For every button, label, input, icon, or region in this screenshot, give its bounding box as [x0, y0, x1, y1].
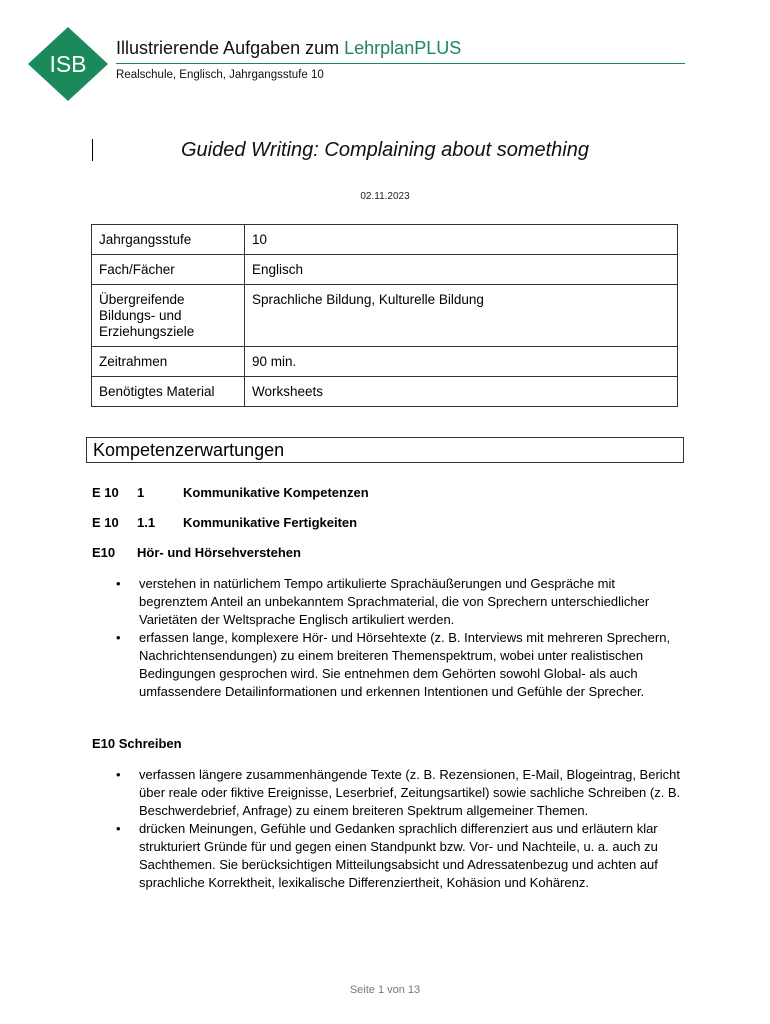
section-heading: Kompetenzerwartungen	[93, 440, 285, 460]
competency-number: 1.1	[137, 515, 156, 530]
metadata-table	[91, 224, 678, 407]
table-key: Zeitrahmen	[92, 347, 245, 377]
competency-number: 1	[137, 485, 145, 500]
competency-code: E 10	[92, 515, 119, 530]
list-item: • drücken Meinungen, Gefühle und Gedanken sprachlich differenziert aus und erläutern klar strukturiert Gründe für und gegen einen Standpunkt bzw. Vor- und Nachteile, u. a. auch zu Sachthemen. Sie berücksichtigen Mitteilungsabsicht und Adressatenbezug und achten auf sprachliche Korrektheit, lexikalische Differenziertheit, Kohäsion und Kohärenz.	[92, 820, 682, 892]
isb-logo	[27, 26, 109, 102]
header-rule	[116, 63, 685, 64]
list-item: • erfassen lange, komplexere Hör- und Hörsehtexte (z. B. Interviews mit mehreren Sprechern, Nachrichtensendungen) zu einem breiteren Themenspektrum, wobei unter realistischen Bedingungen gesprochen wird. Sie entnehmen dem Gehörten sowohl Global- als auch umfassendere Detailinformationen und erkennen Intentionen und Gefühle der Sprecher.	[92, 629, 682, 701]
table-value: Worksheets	[245, 377, 678, 407]
table-key: Benötigtes Material	[92, 377, 245, 407]
page-number: Seite 1 von 13	[349, 984, 421, 996]
header-title-main: Illustrierende Aufgaben zum	[116, 38, 345, 58]
writing-heading: E10 Schreiben	[92, 736, 182, 751]
table-row	[92, 255, 678, 285]
table-key: Übergreifende Bildungs- und Erziehungsziele	[92, 285, 245, 347]
document-title: Guided Writing: Complaining about something	[181, 139, 589, 161]
list-item: • verfassen längere zusammenhängende Texte (z. B. Rezensionen, E-Mail, Blogeintrag, Bericht über reale oder fiktive Ereignisse, Leserbrief, Zeitungsartikel) sowie sachliche Schreiben (z. B. Beschwerdebrief, Anfrage) zu einem breiteren Spektrum allgemeiner Themen.	[92, 766, 682, 820]
competency-label: Kommunikative Fertigkeiten	[183, 515, 358, 530]
listening-bullet-list	[92, 575, 682, 701]
header-subtitle: Realschule, Englisch, Jahrgangsstufe 10	[116, 69, 324, 81]
header-title	[116, 38, 461, 59]
writing-bullet-list	[92, 766, 682, 892]
table-row	[92, 347, 678, 377]
table-row	[92, 377, 678, 407]
table-key: Fach/Fächer	[92, 255, 245, 285]
header-title-accent: LehrplanPLUS	[344, 38, 462, 58]
competency-label: Kommunikative Kompetenzen	[183, 485, 369, 500]
table-value: 90 min.	[245, 347, 678, 377]
competency-code: E 10	[92, 485, 119, 500]
table-key: Jahrgangsstufe	[92, 225, 245, 255]
table-row	[92, 285, 678, 347]
table-row	[92, 225, 678, 255]
section-heading-box	[86, 437, 684, 463]
competency-label: Hör- und Hörsehverstehen	[137, 545, 301, 560]
table-value: Englisch	[245, 255, 678, 285]
table-value: Sprachliche Bildung, Kulturelle Bildung	[245, 285, 678, 347]
document-date: 02.11.2023	[360, 191, 410, 202]
logo-text: ISB	[49, 51, 87, 77]
table-value: 10	[245, 225, 678, 255]
list-item: • verstehen in natürlichem Tempo artikulierte Sprachäußerungen und Gespräche mit begrenztem Anteil an unbekanntem Sprachmaterial, die von Sprechern unterschiedlicher Varietäten der Weltsprache Englisch artikuliert werden.	[92, 575, 682, 629]
competency-code: E10	[92, 545, 116, 560]
